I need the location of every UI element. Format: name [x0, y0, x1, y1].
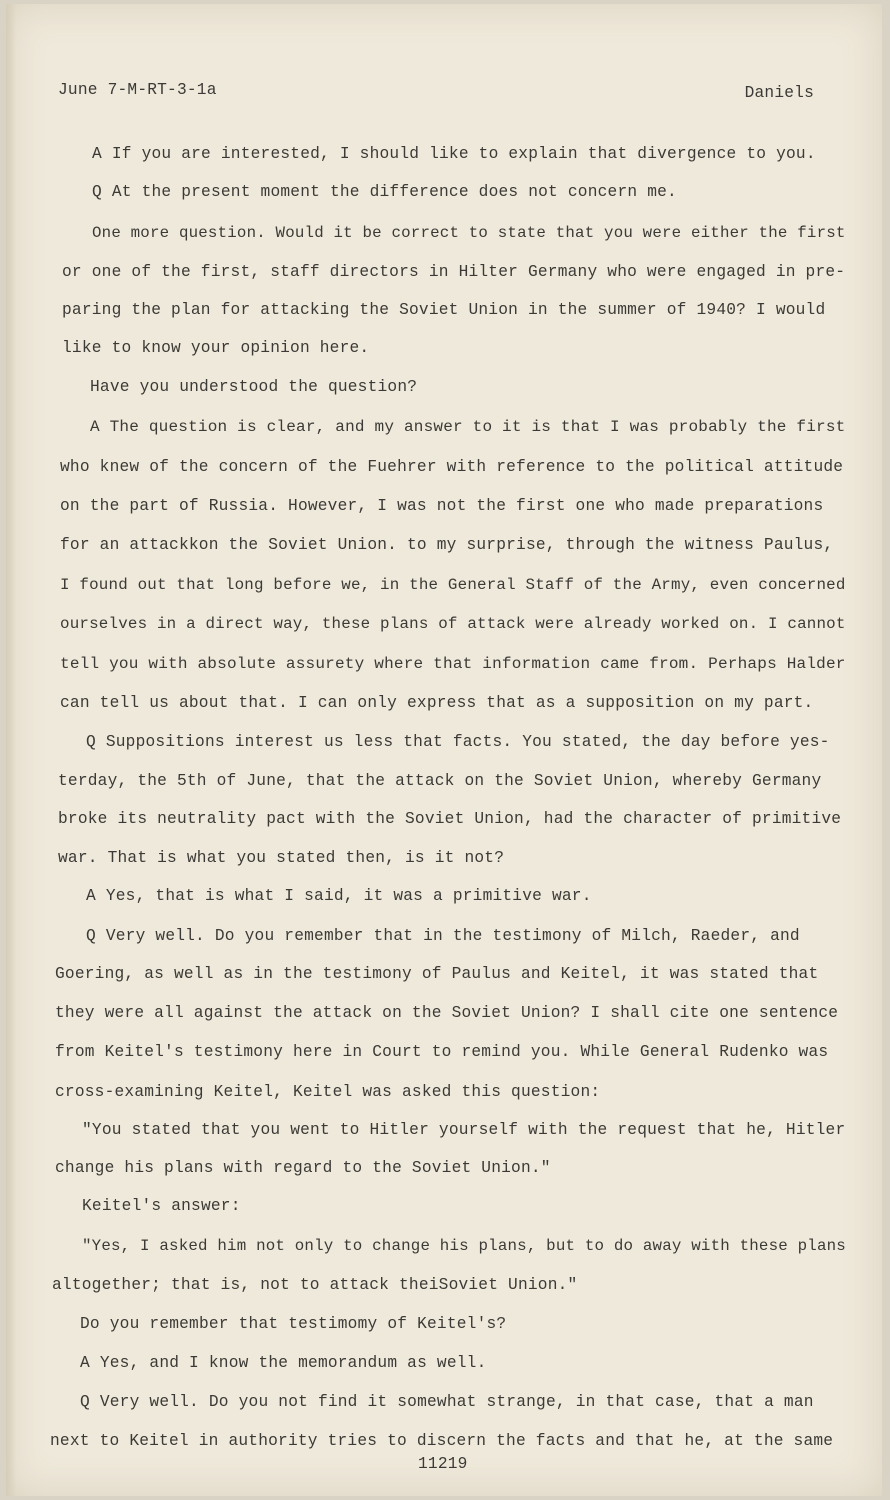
text-line: Goering, as well as in the testimony of Paulus and Keitel, it was stated that [55, 965, 819, 983]
text-line: terday, the 5th of June, that the attack on the Soviet Union, whereby Germany [58, 772, 822, 790]
text-line: who knew of the concern of the Fuehrer with reference to the political attitude [60, 458, 844, 476]
text-line: they were all against the attack on the Soviet Union? I shall cite one sentence [55, 1004, 839, 1022]
quoted-question: change his plans with regard to the Soviet Union." [55, 1159, 551, 1177]
quoted-question: "You stated that you went to Hitler yourself with the request that he, Hitler [82, 1121, 846, 1139]
text-line: A The question is clear, and my answer to it is that I was probably the first [90, 418, 846, 436]
quoted-answer: altogether; that is, not to attack theiSoviet Union." [52, 1276, 578, 1294]
text-line: Have you understood the question? [90, 378, 418, 396]
text-line: broke its neutrality pact with the Soviet Union, had the character of primitive [58, 810, 842, 828]
text-line: on the part of Russia. However, I was not the first one who made preparations [60, 497, 824, 515]
text-line: Q Suppositions interest us less that facts. You stated, the day before yes- [86, 733, 830, 751]
text-line: for an attackkon the Soviet Union. to my surprise, through the witness Paulus, [60, 536, 834, 554]
text-line: can tell us about that. I can only express that as a supposition on my part. [60, 694, 814, 712]
text-line: Keitel's answer: [82, 1197, 241, 1215]
transcript-reference: June 7-M-RT-3-1a [58, 81, 217, 99]
text-line: war. That is what you stated then, is it not? [58, 849, 505, 867]
text-line: One more question. Would it be correct to state that you were either the first [92, 224, 846, 242]
text-line: paring the plan for attacking the Soviet Union in the summer of 1940? I would [62, 301, 826, 319]
text-line: Do you remember that testimomy of Keitel's? [80, 1315, 507, 1333]
text-line: Q Very well. Do you not find it somewhat strange, in that case, that a man [80, 1393, 814, 1411]
text-line: cross-examining Keitel, Keitel was asked this question: [55, 1083, 601, 1101]
text-line: I found out that long before we, in the General Staff of the Army, even concerned [60, 576, 846, 594]
text-line: next to Keitel in authority tries to discern the facts and that he, at the same [50, 1432, 834, 1450]
text-line: A If you are interested, I should like to explain that divergence to you. [92, 145, 816, 163]
text-line: Q Very well. Do you remember that in the testimony of Milch, Raeder, and [86, 927, 800, 945]
text-line: tell you with absolute assurety where that information came from. Perhaps Halder [60, 655, 846, 673]
page-number: 11219 [418, 1455, 468, 1473]
text-line: ourselves in a direct way, these plans of attack were already worked on. I cannot [60, 615, 846, 633]
quoted-answer: "Yes, I asked him not only to change his plans, but to do away with these plans [82, 1237, 846, 1255]
interpreter-name: Daniels [744, 84, 814, 102]
text-line: like to know your opinion here. [62, 339, 370, 357]
page-edge-shadow [6, 4, 16, 1496]
text-line: A Yes, and I know the memorandum as well. [80, 1354, 487, 1372]
text-line: or one of the first, staff directors in Hilter Germany who were engaged in pre- [62, 263, 846, 281]
text-line: A Yes, that is what I said, it was a primitive war. [86, 887, 592, 905]
text-line: Q At the present moment the difference does not concern me. [92, 183, 677, 201]
text-line: from Keitel's testimony here in Court to remind you. While General Rudenko was [55, 1043, 829, 1061]
